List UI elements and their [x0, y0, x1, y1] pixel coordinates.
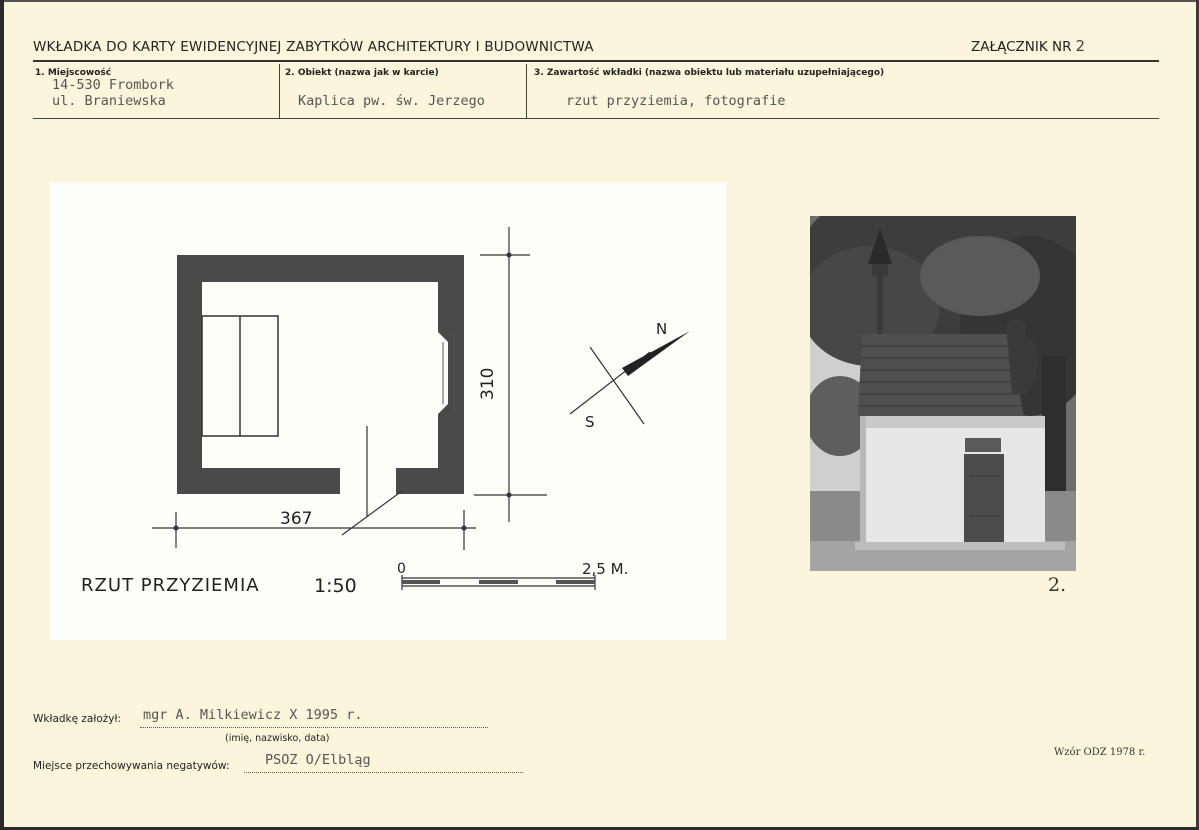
south-label: S: [585, 413, 595, 431]
depth-label: 310: [478, 367, 498, 400]
negatives-storage-value: PSOZ O/Elbląg: [265, 752, 371, 768]
field-1-label: 1. Miejscowość: [35, 68, 112, 78]
scale-bar-end: 2,5 M.: [582, 560, 629, 578]
negatives-storage-label: Miejsce przechowywania negatywów:: [33, 760, 230, 772]
dim-dot: [462, 526, 467, 531]
field-separator: [526, 64, 527, 118]
fields-rule: [33, 118, 1159, 119]
width-label: 367: [280, 509, 313, 529]
street-value: ul. Braniewska: [52, 93, 166, 109]
dim-dot: [507, 493, 512, 498]
plan-scale: 1:50: [314, 575, 357, 597]
annex-label: [971, 37, 1085, 55]
page-edge-left: [0, 0, 4, 830]
created-by-hint: (imię, nazwisko, data): [225, 733, 330, 744]
north-arrow-cross: [590, 347, 644, 424]
dim-dot: [507, 253, 512, 258]
locality-value: 14-530 Frombork: [52, 77, 174, 93]
annex-number: 2: [1075, 37, 1085, 55]
north-label: N: [656, 320, 668, 338]
header-rule: [33, 60, 1159, 62]
plan-walls: [177, 255, 464, 494]
photo-number: 2.: [1048, 574, 1067, 596]
annex-text: ZAŁĄCZNIK NR: [971, 39, 1072, 55]
chapel-photo-svg: [810, 216, 1076, 571]
dim-dot: [174, 526, 179, 531]
scale-bar: [402, 575, 595, 590]
created-by-dotline: [140, 727, 488, 728]
form-code: Wzór ODZ 1978 r.: [1054, 747, 1146, 758]
scale-bar-start: 0: [397, 561, 406, 577]
contents-value: rzut przyziemia, fotografie: [566, 93, 786, 109]
negatives-storage-dotline: [244, 772, 523, 773]
form-title: WKŁADKA DO KARTY EWIDENCYJNEJ ZABYTKÓW ARCHITEKTURY I BUDOWNICTWA: [33, 39, 594, 55]
field-3-label: 3. Zawartość wkładki (nazwa obiektu lub materiału uzupełniającego): [534, 68, 885, 78]
chapel-photograph: [810, 216, 1076, 571]
object-value: Kaplica pw. św. Jerzego: [298, 93, 485, 109]
field-separator: [279, 64, 280, 118]
page-edge-top: [0, 0, 1199, 2]
floor-plan-drawing: [50, 182, 726, 640]
created-by-label: Wkładkę założył:: [33, 713, 122, 725]
field-2-label: 2. Obiekt (nazwa jak w karcie): [285, 68, 439, 78]
created-by-value: mgr A. Milkiewicz X 1995 r.: [143, 707, 363, 723]
floor-plan-svg: [50, 182, 726, 640]
plan-title: RZUT PRZYZIEMIA: [81, 575, 260, 596]
